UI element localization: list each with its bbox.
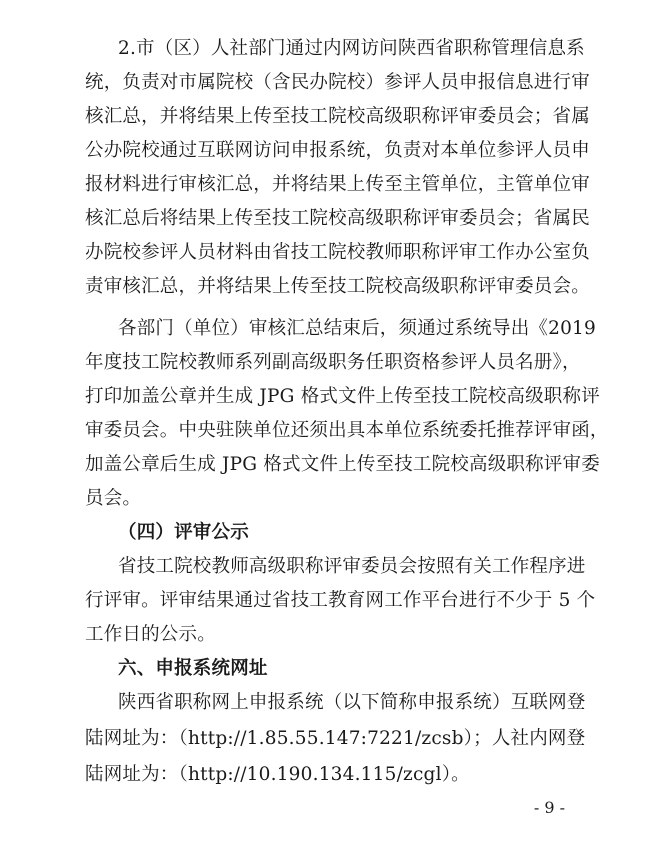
paragraph-line: 陕西省职称网上申报系统（以下简称申报系统）互联网登 xyxy=(118,692,586,713)
paragraph-line: 工作日的公示。 xyxy=(85,624,216,645)
paragraph-line: 核汇总，并将结果上传至技工院校高级职称评审委员会；省属 xyxy=(85,106,590,127)
paragraph-line: 打印加盖公章并生成 JPG 格式文件上传至技工院校高级职称评 xyxy=(85,386,600,407)
paragraph-line: 加盖公章后生成 JPG 格式文件上传至技工院校高级职称评审委 xyxy=(85,454,600,475)
paragraph-line: 各部门（单位）审核汇总结束后，须通过系统导出《2019 xyxy=(118,318,596,339)
paragraph-line: 陆网址为：（http://10.190.134.115/zcgl）。 xyxy=(85,764,470,785)
paragraph-line: 责审核汇总，并将结果上传至技工院校高级职称评审委员会。 xyxy=(85,276,590,297)
paragraph-line: 年度技工院校教师系列副高级职务任职资格参评人员名册》， xyxy=(85,352,581,373)
paragraph-line: 行评审。评审结果通过省技工教育网工作平台进行不少于 5 个 xyxy=(85,590,596,611)
paragraph-line: 省技工院校教师高级职称评审委员会按照有关工作程序进 xyxy=(118,556,586,577)
paragraph-line: 陆网址为：（http://1.85.55.147:7221/zcsb）；人社内网登 xyxy=(85,728,586,749)
page-number: - 9 - xyxy=(533,798,565,817)
paragraph-line: 2.市（区）人社部门通过内网访问陕西省职称管理信息系 xyxy=(118,38,585,59)
paragraph-line: 核汇总后将结果上传至技工院校高级职称评审委员会；省属民 xyxy=(85,208,590,229)
paragraph-line: 员会。 xyxy=(85,488,142,509)
section-heading: （四）评审公示 xyxy=(118,522,249,543)
paragraph-line: 统，负责对市属院校（含民办院校）参评人员申报信息进行审 xyxy=(85,72,590,93)
paragraph-line: 办院校参评人员材料由省技工院校教师职称评审工作办公室负 xyxy=(85,242,590,263)
section-heading: 六、申报系统网址 xyxy=(118,658,268,679)
paragraph-line: 公办院校通过互联网访问申报系统，负责对本单位参评人员申 xyxy=(85,140,590,161)
paragraph-line: 审委员会。中央驻陕单位还须出具本单位系统委托推荐评审函， xyxy=(85,420,609,441)
paragraph-line: 报材料进行审核汇总，并将结果上传至主管单位，主管单位审 xyxy=(85,174,590,195)
